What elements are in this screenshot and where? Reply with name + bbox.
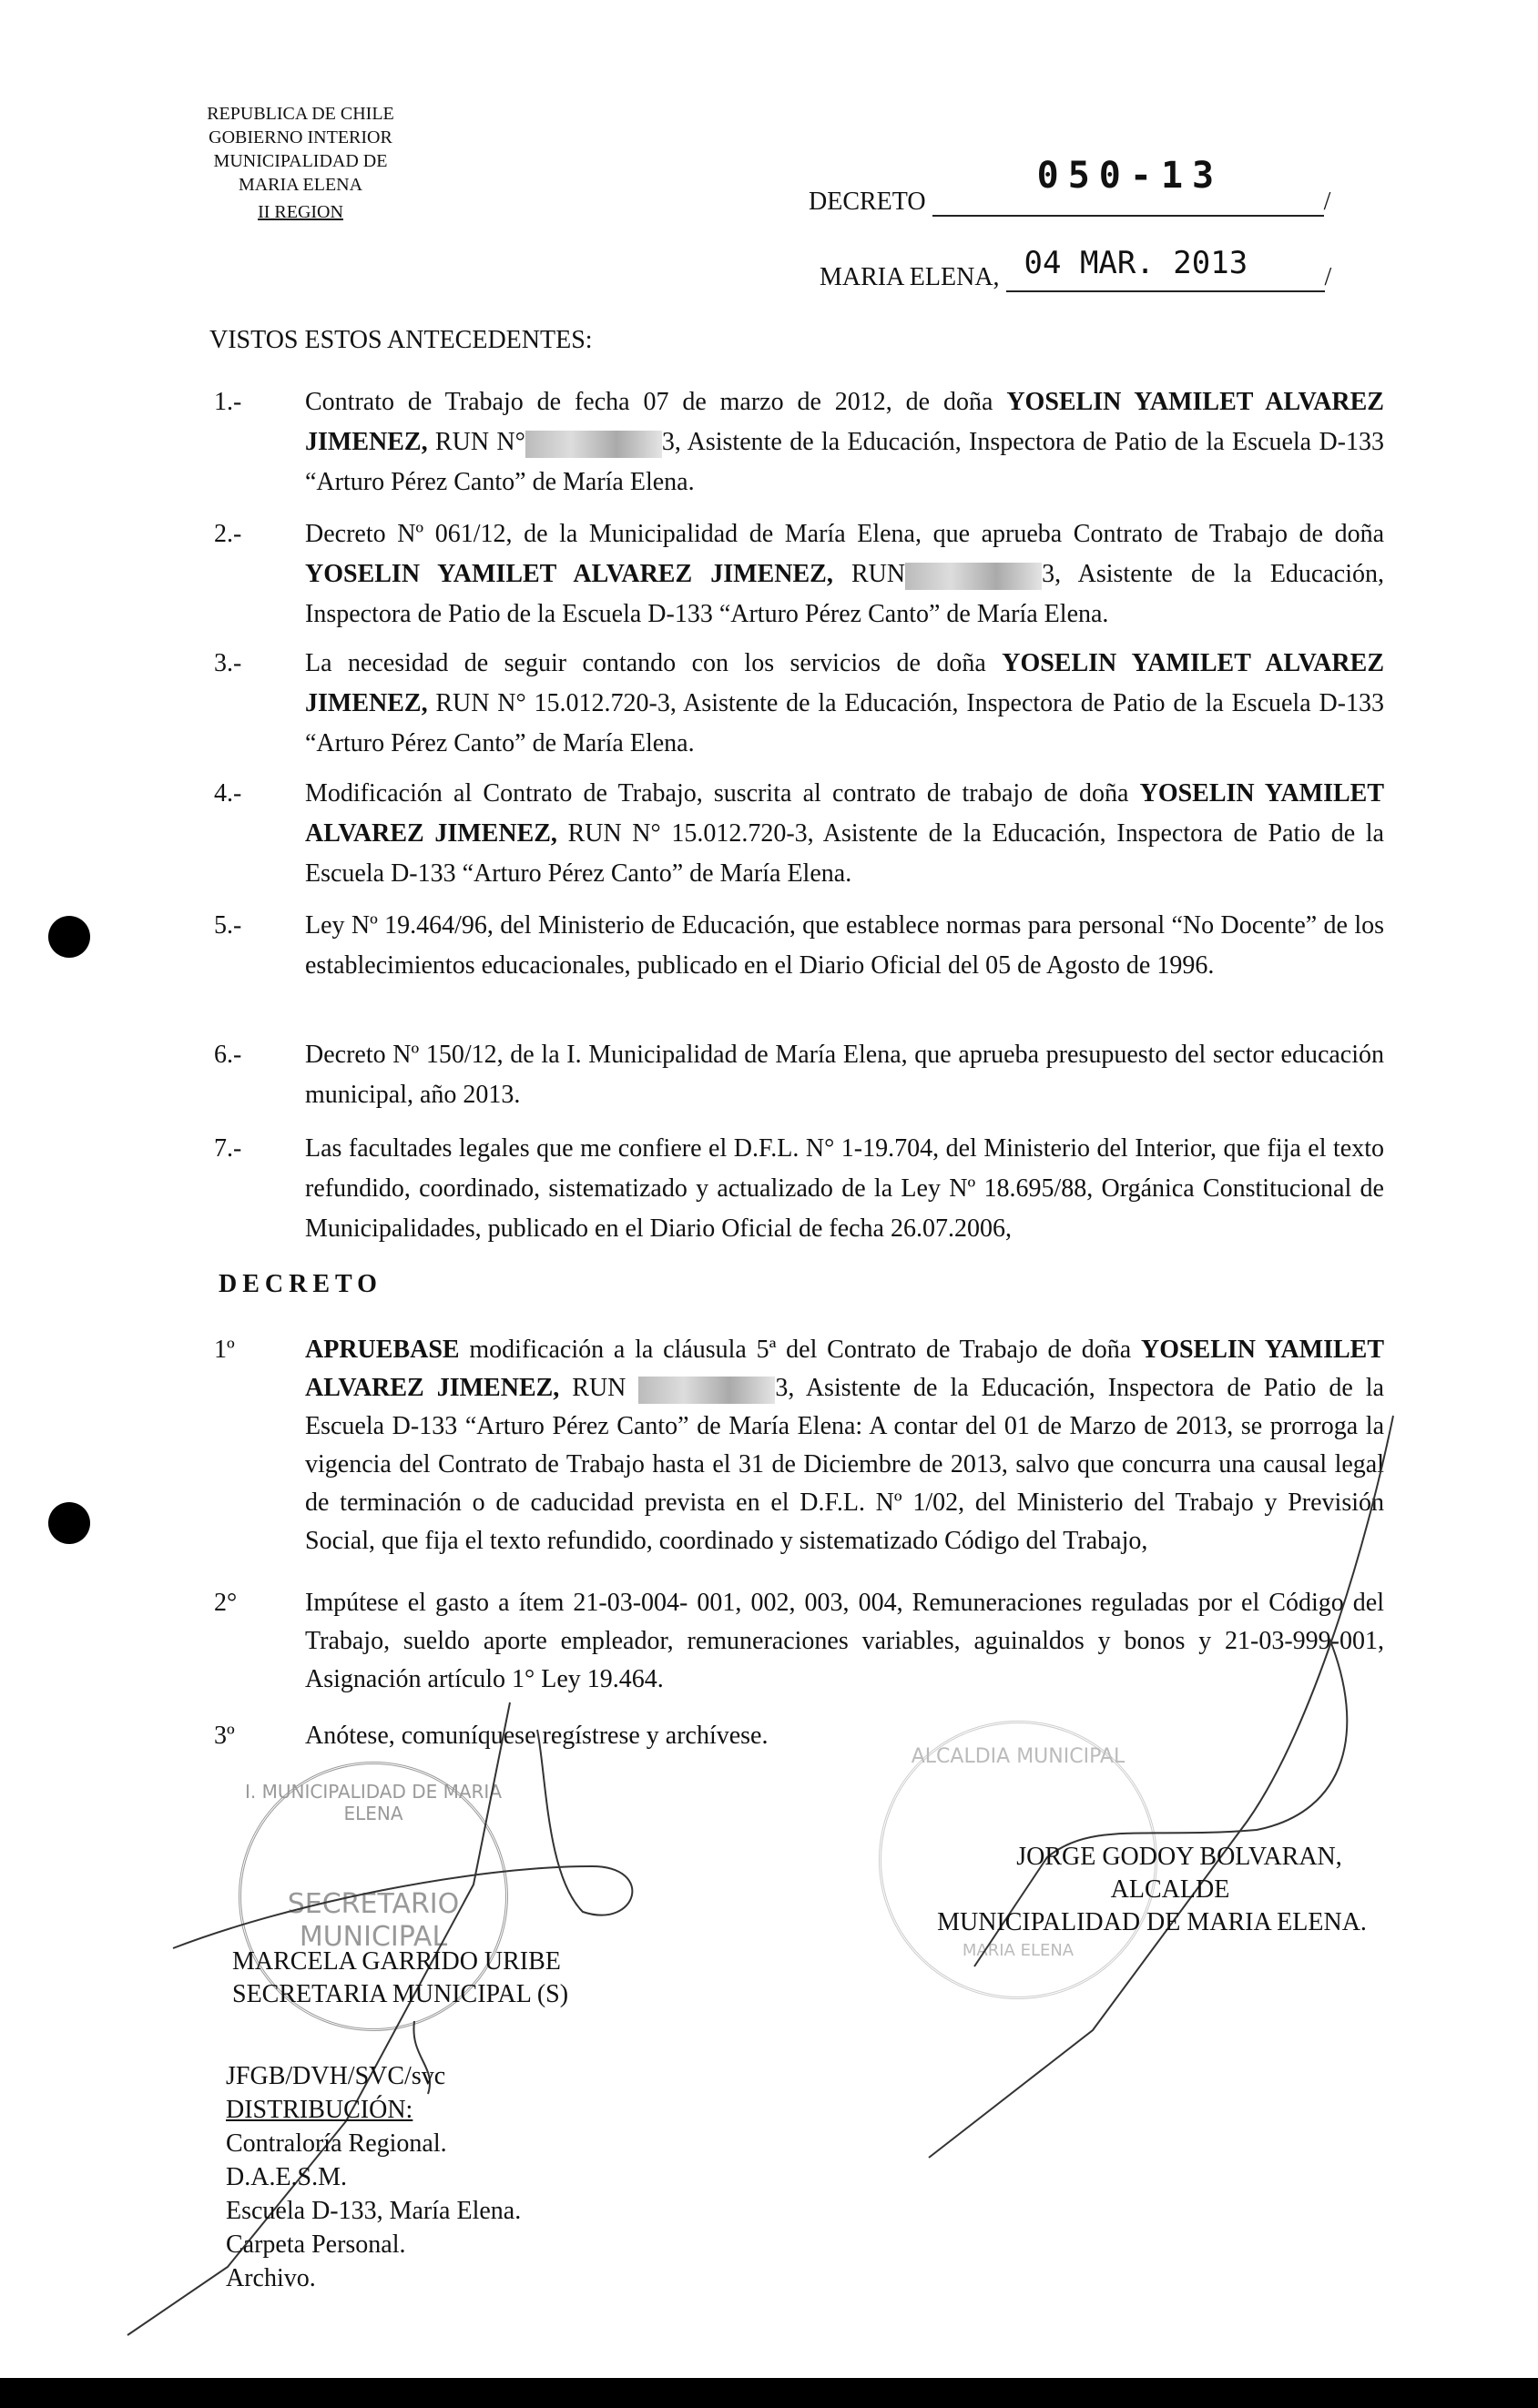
decree-label: DECRETO (809, 188, 926, 216)
person-name: YOSELIN YAMILET ALVAREZ JIMENEZ, (305, 388, 1384, 456)
signer-organization: MUNICIPALIDAD DE MARIA ELENA. (937, 1908, 1367, 1936)
item-text: Contrato de Trabajo de fecha 07 de marzo de 2012, de doña (305, 388, 1007, 416)
initials: JFGB/DVH/SVC/svc (226, 2062, 446, 2090)
run-label: RUN (559, 1374, 639, 1402)
distribution-item: Escuela D-133, María Elena. (226, 2197, 522, 2225)
date-field: MARIA ELENA, 04 MAR. 2013 / (820, 245, 1332, 291)
item-text: Ley Nº 19.464/96, del Ministerio de Educación, que establece normas para personal “No Docente” de los establecimientos educacionales, publicado en el Diario Oficial del 05 de Agosto de 1996. (305, 911, 1384, 980)
item-text: 3, Asistente de la Educación, Inspectora de Patio de la Escuela D-133 “Arturo Pérez Canto” de María Elena. (305, 560, 1384, 628)
item-number: 5.- (214, 911, 242, 940)
decreto-heading: DECRETO (219, 1270, 382, 1298)
item-text: Impútese el gasto a ítem 21-03-004- 001, 002, 003, 004, Remuneraciones reguladas por el Código del Trabajo, sueldo aporte empleador, remuneraciones variables, aguinaldos y bonos y 21-03-999-001, Asignación artículo 1° Ley 19.464. (305, 1589, 1384, 1693)
seal-center-text: MUNICIPAL (299, 1921, 448, 1953)
run-label: RUN N° (427, 428, 525, 456)
mayor-signature-block (911, 1841, 1393, 1939)
item-number: 1º (214, 1336, 235, 1364)
item-text: Modificación al Contrato de Trabajo, suscrita al contrato de trabajo de doña (305, 779, 1140, 808)
punch-hole (48, 916, 90, 958)
distribution-item: Contraloría Regional. (226, 2129, 447, 2158)
punch-hole (48, 1502, 90, 1544)
item-text: Anótese, comuníquese regístrese y archívese. (305, 1722, 769, 1750)
scan-bottom-edge (0, 2378, 1538, 2408)
item-text: Decreto Nº 150/12, de la I. Municipalidad de María Elena, que aprueba presupuesto del sector educación municipal, año 2013. (305, 1041, 1384, 1109)
item-text: modificación a la cláusula 5ª del Contrato de Trabajo de doña (459, 1336, 1141, 1364)
person-name: YOSELIN YAMILET ALVAREZ JIMENEZ, (305, 649, 1385, 717)
distribution-item: Carpeta Personal. (226, 2230, 406, 2259)
distribution-block (226, 2059, 521, 2295)
item-text: La necesidad de seguir contando con los servicios de doña (305, 649, 1003, 677)
person-name: YOSELIN YAMILET ALVAREZ JIMENEZ, (305, 560, 833, 588)
distribution-title: DISTRIBUCIÓN: (226, 2096, 413, 2124)
run-label: RUN (832, 560, 906, 588)
letterhead-line: GOBIERNO INTERIOR (209, 127, 392, 147)
item-text: 3, Asistente de la Educación, Inspectora de Patio de la Escuela D-133 “Arturo Pérez Canto” de María Elena: A contar del 01 de Marzo de 2013, se prorroga la vigencia del Contrato de Trabajo hasta el 31 de Diciembre de 2013, salvo que concurra una causal legal de terminación o de caducidad prevista en el D.F.L. Nº 1/02, del Ministerio del Trabajo y Previsión Social, que fija el texto refundido, coordinado y sistematizado Código del Trabajo, (305, 1374, 1384, 1555)
signer-title: SECRETARIA MUNICIPAL (S) (232, 1980, 569, 2008)
decree-number-field: DECRETO 050-13 / (809, 155, 1331, 216)
item-number: 3.- (214, 649, 242, 677)
seal-ring-text: ALCALDIA MUNICIPAL (911, 1745, 1125, 1768)
item-number: 2° (214, 1589, 238, 1617)
letterhead-line: MARIA ELENA (238, 175, 363, 195)
item-number: 2.- (214, 520, 242, 548)
item-text: 3, Asistente de la Educación, Inspectora de Patio de la Escuela D-133 “Arturo Pérez Canto” de María Elena. (305, 428, 1384, 496)
decree-number: 050-13 (1036, 155, 1224, 197)
item-number: 6.- (214, 1041, 242, 1069)
seal-bottom-text: MARIA ELENA (962, 1941, 1075, 1960)
item-text: RUN N° 15.012.720-3, Asistente de la Educación, Inspectora de Patio de la Escuela D-133 “Arturo Pérez Canto” de María Elena. (305, 689, 1384, 757)
place-label: MARIA ELENA, (820, 263, 1000, 291)
item-number: 1.- (214, 388, 242, 416)
signer-name: JORGE GODOY BOLVARAN, (1016, 1843, 1342, 1871)
signer-name: MARCELA GARRIDO URIBE (232, 1947, 561, 1976)
person-name: YOSELIN YAMILET ALVAREZ JIMENEZ, (305, 779, 1384, 848)
item-number: 7.- (214, 1134, 242, 1163)
distribution-item: D.A.E.S.M. (226, 2163, 348, 2191)
item-number: 4.- (214, 779, 242, 808)
distribution-item: Archivo. (226, 2264, 316, 2292)
item-text: RUN N° 15.012.720-3, Asistente de la Educación, Inspectora de Patio de la Escuela D-133 “Arturo Pérez Canto” de María Elena. (305, 819, 1384, 888)
seal-center-text: SECRETARIO (287, 1888, 460, 1920)
item-text: Decreto Nº 061/12, de la Municipalidad de María Elena, que aprueba Contrato de Trabajo de doña (305, 520, 1384, 548)
signer-title: ALCALDE (1110, 1875, 1230, 1904)
approve-keyword: APRUEBASE (305, 1336, 460, 1364)
seal-ring-text: I. MUNICIPALIDAD DE MARIA ELENA (244, 1781, 503, 1824)
item-text: Las facultades legales que me confiere el D.F.L. N° 1-19.704, del Ministerio del Interior, que fija el texto refundido, coordinado, sistematizado y actualizado de la Ley Nº 18.695/88, Orgánica Constitucional de Municipalidades, publicado en el Diario Oficial de fecha 26.07.2006, (305, 1134, 1384, 1243)
letterhead-line: MUNICIPALIDAD DE (213, 151, 388, 171)
secretary-signature-block (232, 1946, 568, 2011)
decree-date: 04 MAR. 2013 (1024, 245, 1248, 281)
letterhead-region: II REGION (258, 202, 343, 222)
letterhead-line: REPUBLICA DE CHILE (207, 104, 394, 124)
person-name: YOSELIN YAMILET ALVAREZ JIMENEZ, (305, 1336, 1385, 1402)
vistos-heading: VISTOS ESTOS ANTECEDENTES: (209, 326, 593, 354)
item-number: 3º (214, 1722, 235, 1750)
